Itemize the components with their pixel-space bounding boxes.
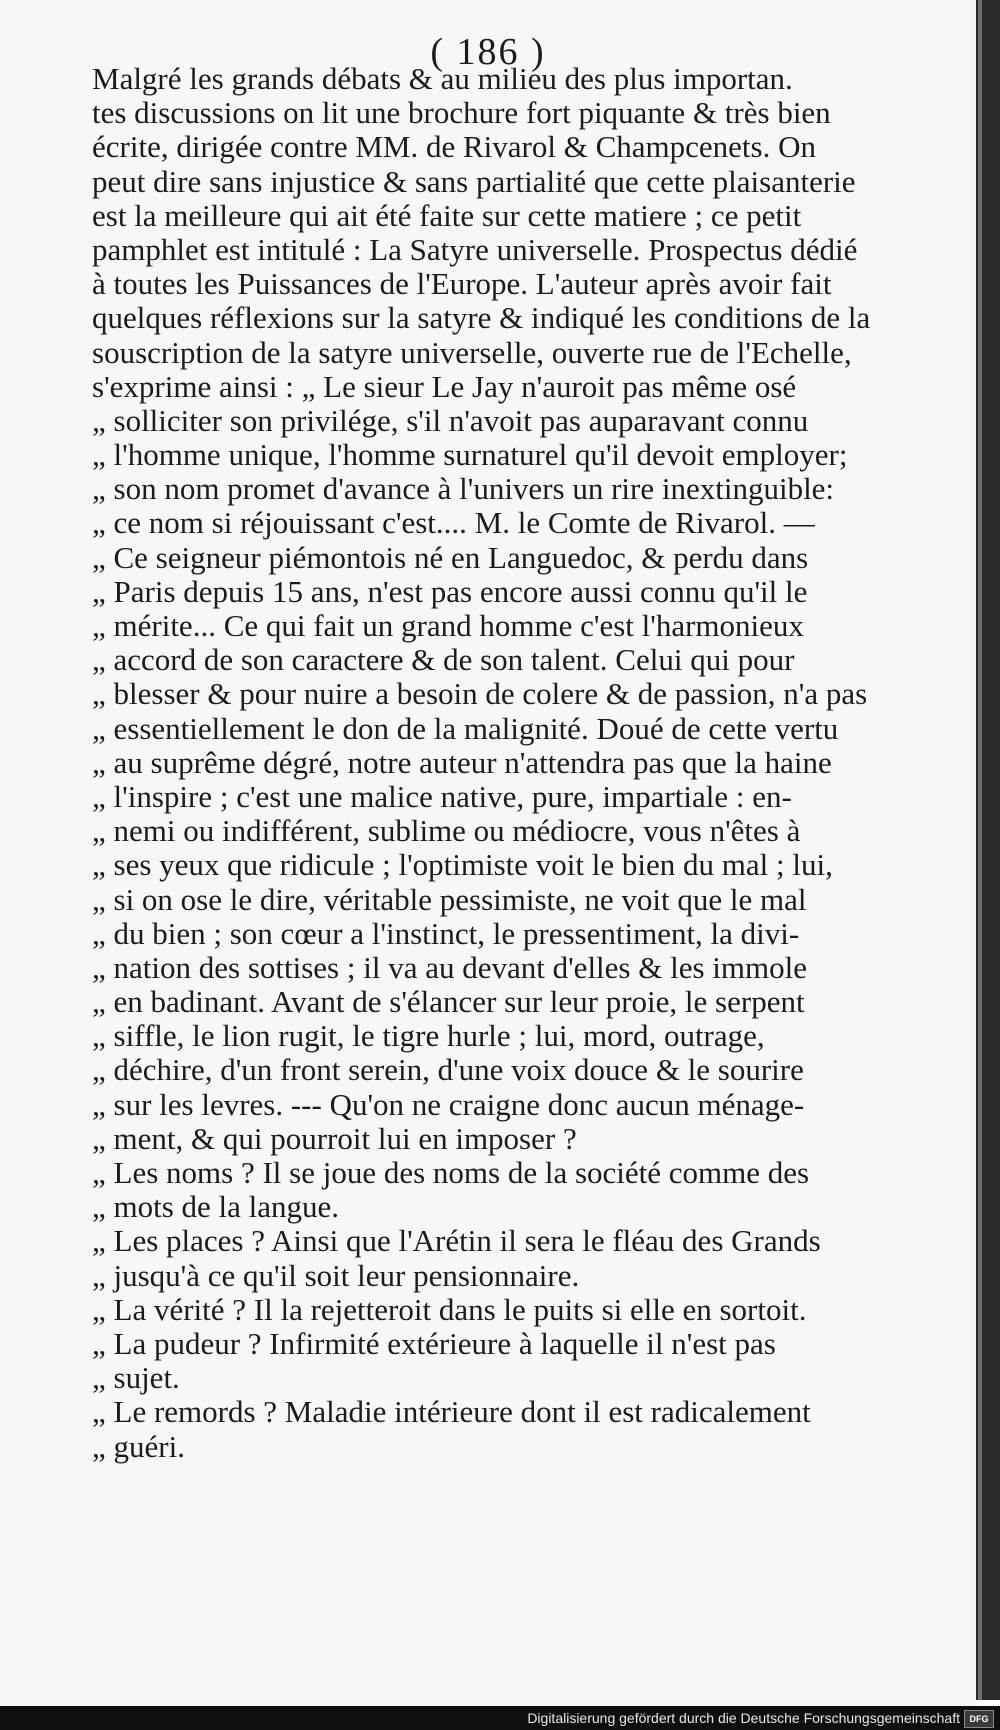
text-line [92, 1395, 972, 1429]
text-line [92, 609, 972, 643]
text-line-content: „ Ce seigneur piémontois né en Languedoc, & perdu dans [92, 539, 809, 575]
text-line-content: „ sujet. [92, 1360, 180, 1396]
text-line [92, 1293, 972, 1327]
text-line [92, 643, 972, 677]
text-line [92, 267, 972, 301]
text-line-content: „ Paris depuis 15 ans, n'est pas encore aussi connu qu'il le [92, 573, 808, 609]
text-line-content: quelques réflexions sur la satyre & indiqué les conditions de la [92, 300, 871, 336]
text-line [92, 438, 972, 472]
text-line-content: „ Le remords ? Maladie intérieure dont il est radicalement [92, 1394, 811, 1430]
text-line-content: s'exprime ainsi : „ Le sieur Le Jay n'auroit pas même osé [92, 368, 797, 404]
text-line-content: „ La pudeur ? Infirmité extérieure à laquelle il n'est pas [92, 1325, 776, 1361]
text-line-content: est la meilleure qui ait été faite sur cette matiere ; ce petit [92, 197, 802, 233]
text-line-content: „ ment, & qui pourroit lui en imposer ? [92, 1120, 577, 1156]
text-line-content: écrite, dirigée contre MM. de Rivarol & Champcenets. On [92, 129, 816, 165]
text-line-content: „ son nom promet d'avance à l'univers un rire inextinguible: [92, 471, 835, 507]
text-line [92, 506, 972, 540]
text-line-content: „ du bien ; son cœur a l'instinct, le pressentiment, la divi- [92, 915, 800, 951]
text-line [92, 130, 972, 164]
text-line-content: „ ce nom si réjouissant c'est.... M. le Comte de Rivarol. — [92, 505, 815, 541]
text-line [92, 1327, 972, 1361]
text-line [92, 233, 972, 267]
text-line [92, 336, 972, 370]
text-line [92, 1430, 972, 1464]
text-line [92, 370, 972, 404]
text-line-content: „ nation des sottises ; il va au devant d'elles & les immole [92, 949, 807, 985]
text-line [92, 165, 972, 199]
text-line-content: „ guéri. [92, 1428, 185, 1464]
text-line [92, 917, 972, 951]
text-line-content: „ jusqu'à ce qu'il soit leur pensionnaire. [92, 1257, 580, 1293]
page-number: ( 186 ) [430, 31, 546, 73]
text-line-content: „ en badinant. Avant de s'élancer sur leur proie, le serpent [92, 984, 805, 1020]
text-line [92, 1190, 972, 1224]
page-edge-shadow [976, 0, 1000, 1700]
text-line [92, 883, 972, 917]
text-line-content: tes discussions on lit une brochure fort piquante & très bien [92, 95, 831, 131]
text-line-content: peut dire sans injustice & sans partialité que cette plaisanterie [92, 163, 856, 199]
text-line [92, 677, 972, 711]
text-line-content: Malgré les grands débats & au milieu des plus importan. [92, 61, 793, 96]
page-text [92, 62, 972, 1464]
text-line-content: „ au suprême dégré, notre auteur n'attendra pas que la haine [92, 744, 832, 780]
text-line [92, 96, 972, 130]
text-line-content: à toutes les Puissances de l'Europe. L'auteur après avoir fait [92, 266, 832, 302]
text-line [92, 951, 972, 985]
text-line [92, 985, 972, 1019]
text-line-content: „ nemi ou indifférent, sublime ou médiocre, vous n'êtes à [92, 813, 801, 849]
digitization-credit: Digitalisierung gefördert durch die Deutsche Forschungsgemeinschaft [527, 1710, 960, 1726]
text-line [92, 1224, 972, 1258]
text-line [92, 1259, 972, 1293]
text-line-content: „ l'homme unique, l'homme surnaturel qu'il devoit employer; [92, 437, 848, 473]
text-line [92, 1019, 972, 1053]
text-line [92, 780, 972, 814]
text-line-content: souscription de la satyre universelle, ouverte rue de l'Echelle, [92, 334, 852, 370]
text-line [92, 1122, 972, 1156]
text-line-content: „ siffle, le lion rugit, le tigre hurle ; lui, mord, outrage, [92, 1018, 765, 1054]
text-line [92, 848, 972, 882]
text-line [92, 301, 972, 335]
text-line-content: „ Les places ? Ainsi que l'Arétin il sera le fléau des Grands [92, 1223, 821, 1259]
dfg-logo: DFG [964, 1710, 994, 1728]
text-line-content: „ solliciter son privilége, s'il n'avoit pas auparavant connu [92, 402, 809, 438]
text-line-content: „ essentiellement le don de la malignité. Doué de cette vertu [92, 710, 839, 746]
text-line-content: „ sur les levres. --- Qu'on ne craigne donc aucun ménage- [92, 1086, 805, 1122]
text-line-content: „ accord de son caractere & de son talent. Celui qui pour [92, 642, 795, 678]
text-line [92, 1156, 972, 1190]
text-line-content: „ Les noms ? Il se joue des noms de la société comme des [92, 1155, 810, 1190]
text-line [92, 541, 972, 575]
text-line-content: „ mérite... Ce qui fait un grand homme c'est l'harmonieux [92, 608, 804, 643]
text-line [92, 404, 972, 438]
digitization-credit-bar [0, 1706, 1000, 1730]
text-line [92, 199, 972, 233]
text-line [92, 62, 972, 96]
text-line [92, 746, 972, 780]
text-line-content: „ mots de la langue. [92, 1189, 340, 1225]
text-line-content: „ l'inspire ; c'est une malice native, pure, impartiale : en- [92, 778, 792, 814]
text-line [92, 1361, 972, 1395]
text-line-content: pamphlet est intitulé : La Satyre universelle. Prospectus dédié [92, 231, 858, 267]
text-line [92, 814, 972, 848]
text-line-content: „ ses yeux que ridicule ; l'optimiste voit le bien du mal ; lui, [92, 847, 833, 883]
text-line [92, 575, 972, 609]
text-line [92, 472, 972, 506]
text-line-content: „ La vérité ? Il la rejetteroit dans le puits si elle en sortoit. [92, 1291, 807, 1327]
text-line [92, 712, 972, 746]
text-line-content: „ blesser & pour nuire a besoin de colere & de passion, n'a pas [92, 676, 868, 712]
text-line-content: „ si on ose le dire, véritable pessimiste, ne voit que le mal [92, 881, 807, 917]
text-line-content: „ déchire, d'un front serein, d'une voix douce & le sourire [92, 1052, 804, 1088]
text-line [92, 1053, 972, 1087]
text-line [92, 1088, 972, 1122]
